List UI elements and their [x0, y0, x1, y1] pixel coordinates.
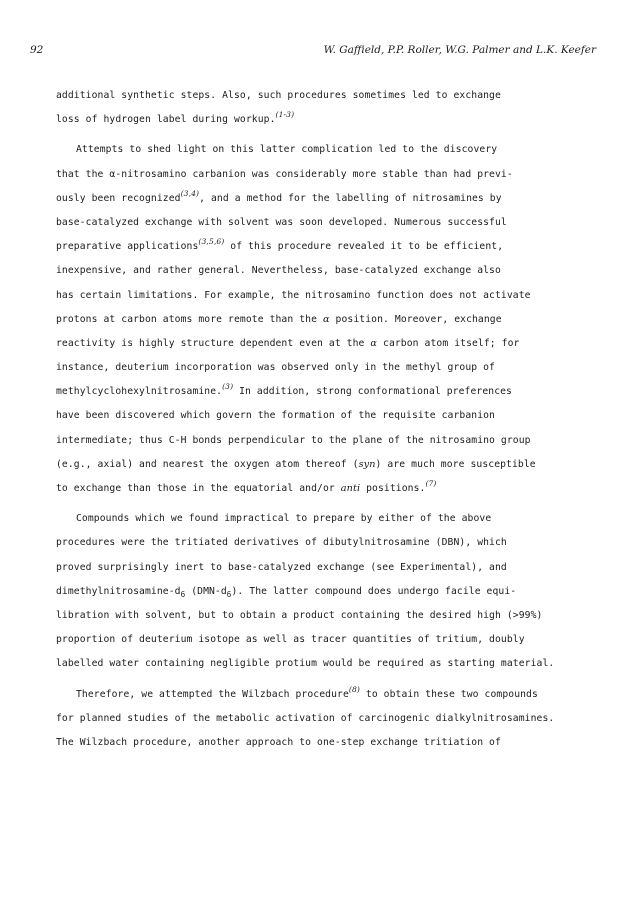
author-line: W. Gaffield, P.P. Roller, W.G. Palmer and L.K. Keefer	[323, 44, 596, 56]
text-line: Therefore, we attempted the Wilzbach procedure$^{(8)}$ to obtain these two compounds	[76, 684, 538, 700]
paragraph-4	[56, 683, 596, 756]
text-line: loss of hydrogen label during workup.$^{(1-3)}$	[56, 110, 295, 126]
text-line: proportion of deuterium isotope as well as tracer quantities of tritium, doubly	[56, 634, 525, 646]
text-line: (e.g., axial) and nearest the oxygen atom thereof (syn) are much more susceptible	[56, 458, 536, 470]
text-line: protons at carbon atoms more remote than the α position. Moreover, exchange	[56, 313, 502, 325]
paragraph-1	[56, 84, 596, 132]
text-line: Attempts to shed light on this latter complication led to the discovery	[76, 144, 498, 156]
text-line: reactivity is highly structure dependent even at the α carbon atom itself; for	[56, 337, 520, 349]
text-line: intermediate; thus C-H bonds perpendicular to the plane of the nitrosamino group	[56, 434, 531, 446]
text-line: The Wilzbach procedure, another approach to one-step exchange tritiation of	[56, 736, 501, 748]
text-line: Compounds which we found impractical to prepare by either of the above	[76, 513, 492, 525]
citation: (7)	[425, 479, 437, 488]
text-line: proved surprisingly inert to base-catalyzed exchange (see Experimental), and	[56, 561, 507, 573]
body-text	[56, 84, 596, 761]
text-line: ously been recognized$^{(3,4)}$, and a method for the labelling of nitrosamines by	[56, 188, 502, 204]
text-line: instance, deuterium incorporation was observed only in the methyl group of	[56, 362, 495, 374]
text-line: libration with solvent, but to obtain a product containing the desired high (>99%)	[56, 609, 543, 621]
text-line: that the α-nitrosamino carbanion was considerably more stable than had previ-	[56, 168, 513, 180]
text-line: procedures were the tritiated derivatives of dibutylnitrosamine (DBN), which	[56, 537, 507, 549]
citation: (3,5,6)	[198, 237, 225, 247]
text-line: to exchange than those in the equatorial and/or anti positions.$^{(7)}$	[56, 479, 437, 494]
text-line: methylcyclohexylnitrosamine.$^{(3)}$ In addition, strong conformational preferences	[56, 382, 512, 398]
citation: (3,4)	[180, 188, 200, 198]
text-line: has certain limitations. For example, the nitrosamino function does not activate	[56, 289, 531, 301]
text-line: base-catalyzed exchange with solvent was soon developed. Numerous successful	[56, 216, 507, 228]
citation: (3)	[222, 382, 234, 392]
citation: (1-3)	[275, 110, 295, 120]
page-number: 92	[30, 44, 44, 56]
paragraph-2	[56, 138, 596, 501]
text-line: have been discovered which govern the formation of the requisite carbanion	[56, 410, 495, 422]
text-line: preparative applications$^{(3,5,6)}$ of this procedure revealed it to be efficient,	[56, 237, 504, 253]
running-header	[30, 44, 596, 60]
text-line: for planned studies of the metabolic activation of carcinogenic dialkylnitrosamines.	[56, 712, 555, 724]
paragraph-3	[56, 507, 596, 676]
citation: (8)	[348, 684, 360, 694]
text-line: inexpensive, and rather general. Nevertheless, base-catalyzed exchange also	[56, 265, 501, 277]
text-line: labelled water containing negligible protium would be required as starting material.	[56, 658, 555, 670]
text-line: dimethylnitrosamine-$d_6$ $(DMN-d_6)$. The latter compound does undergo facile equi-	[56, 585, 517, 599]
text-line: additional synthetic steps. Also, such procedures sometimes led to exchange	[56, 90, 501, 101]
